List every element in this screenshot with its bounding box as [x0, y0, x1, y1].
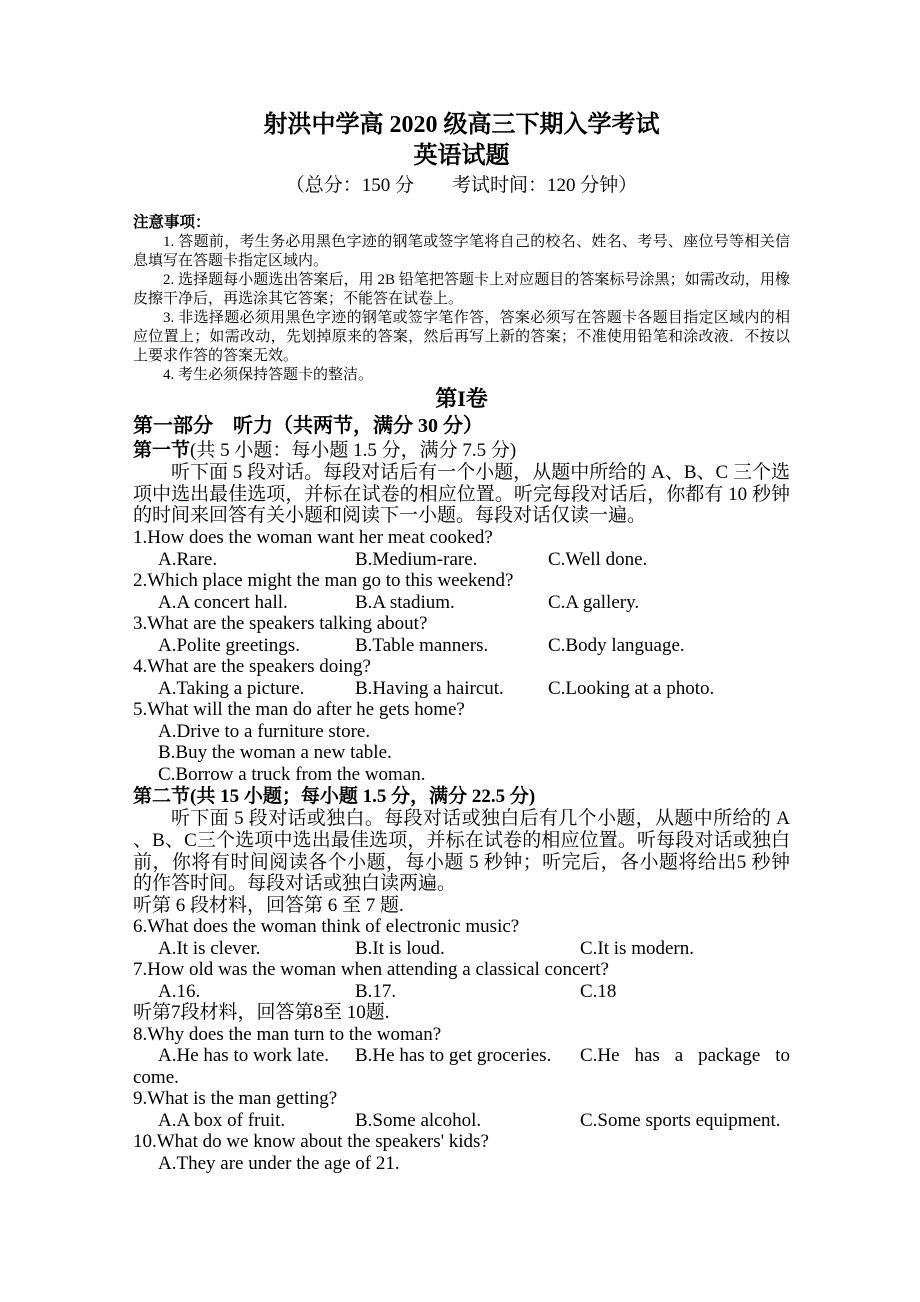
option-c: C.Looking at a photo.: [548, 677, 715, 699]
material-7-line: 听第7段材料，回答第8至 10题.: [133, 1002, 390, 1024]
question-3-text: 3.What are the speakers talking about?: [133, 613, 428, 635]
volume-title: 第I卷: [435, 386, 488, 411]
question-9-options: [133, 1110, 790, 1132]
notice-heading: 注意事项：: [133, 214, 211, 231]
option-c: C.It is modern.: [580, 937, 694, 959]
question-1-options: [133, 549, 790, 571]
section2-title-rest: (共 15 小题；每小题 1.5 分，满分 22.5 分): [190, 786, 536, 808]
section1-title: [133, 439, 790, 462]
option-a: A.They are under the age of 21.: [158, 1152, 400, 1174]
option-a: A.16.: [158, 980, 201, 1002]
option-c: C.18: [580, 980, 617, 1002]
question-2-options: [133, 592, 790, 614]
exam-meta: （总分：150 分 考试时间：120 分钟）: [285, 175, 638, 196]
option-a: A.A box of fruit.: [158, 1109, 286, 1131]
option-c: C.Well done.: [548, 548, 648, 570]
option-b: B.17.: [355, 980, 397, 1002]
section1-instructions: 听下面 5 段对话。每段对话后有一个小题，从题中所给的 A、B、C 三个选项中选出最佳选项，并标在试卷的相应位置。听完每段对话后，你都有 10 秒钟的时间来回答有关小题和阅读下一小题。每段对话仅读一遍。: [133, 462, 790, 527]
option-b: B.He has to get groceries.: [355, 1045, 552, 1067]
option-b: B.Medium-rare.: [355, 548, 478, 570]
question-3-options: [133, 635, 790, 657]
section1-label: 第一节: [133, 440, 191, 461]
part1-title: 第一部分 听力（共两节，满分 30 分）: [133, 415, 483, 437]
option-a: A.Rare.: [158, 548, 218, 570]
question-8-text: 8.Why does the man turn to the woman?: [133, 1023, 442, 1045]
notice-item-1: 1. 答题前，考生务必用黑色字迹的钢笔或签字笔将自己的校名、姓名、考号、座位号等相关信息填写在答题卡指定区域内。: [133, 234, 790, 269]
question-10-text: 10.What do we know about the speakers' kids?: [133, 1131, 489, 1153]
question-7-text: 7.How old was the woman when attending a classical concert?: [133, 959, 609, 981]
question-5-text: 5.What will the man do after he gets home?: [133, 699, 465, 721]
question-1-text: 1.How does the woman want her meat cooked?: [133, 527, 493, 549]
option-a: A.Polite greetings.: [158, 634, 300, 656]
question-9-text: 9.What is the man getting?: [133, 1088, 338, 1110]
material-6-line: 听第 6 段材料，回答第 6 至 7 题.: [133, 894, 404, 916]
question-4-text: 4.What are the speakers doing?: [133, 656, 371, 678]
notice-item-3: 3. 非选择题必须用黑色字迹的钢笔或签字笔作答，答案必须写在答题卡各题目指定区域内的相应位置上；如需改动，先划掉原来的答案，然后再写上新的答案；不准使用铅笔和涂改液．不按以上要求作答的答案无效。: [133, 310, 790, 364]
question-6-options: [133, 938, 790, 960]
option-b: B.Having a haircut.: [355, 677, 504, 699]
section2-title: [133, 785, 790, 808]
notice-item-2: 2. 选择题每小题选出答案后，用 2B 铅笔把答题卡上对应题目的答案标号涂黑；如需改动，用橡皮擦干净后，再选涂其它答案；不能答在试卷上。: [133, 272, 790, 307]
option-c: C.Body language.: [548, 634, 685, 656]
question-7-options: [133, 981, 790, 1003]
option-c: C.He has a package to: [580, 1045, 790, 1067]
option-c: C.Borrow a truck from the woman.: [158, 763, 426, 785]
option-b: B.A stadium.: [355, 591, 455, 613]
notice-item-4: 4. 考生必须保持答题卡的整洁。: [163, 367, 374, 383]
section1-title-rest: (共 5 小题：每小题 1.5 分，满分 7.5 分): [190, 440, 517, 461]
question-4-options: [133, 678, 790, 700]
option-c-overflow: come.: [133, 1066, 179, 1088]
exam-subtitle: 英语试题: [413, 143, 510, 169]
option-c: C.A gallery.: [548, 591, 640, 613]
notice-section: [133, 213, 790, 385]
option-b: B.Table manners.: [355, 634, 489, 656]
option-a: A.A concert hall.: [158, 591, 288, 613]
option-b: B.Some alcohol.: [355, 1109, 482, 1131]
option-a: A.He has to work late.: [158, 1045, 329, 1067]
option-a: A.Drive to a furniture store.: [158, 720, 371, 742]
exam-title: 射洪中学高 2020 级高三下期入学考试: [263, 112, 660, 138]
section2-label: 第二节: [133, 786, 191, 808]
option-a: A.Taking a picture.: [158, 677, 305, 699]
option-b: B.It is loud.: [355, 937, 445, 959]
question-2-text: 2.Which place might the man go to this weekend?: [133, 570, 514, 592]
option-c: C.Some sports equipment.: [580, 1109, 781, 1131]
question-8-options: [133, 1045, 790, 1067]
section2-instructions: 听下面 5 段对话或独白。每段对话或独白后有几个小题，从题中所给的 A 、B、C三个选项中选出最佳选项，并标在试卷的相应位置。听每段对话或独白前，你将有时间阅读各个小题，每小题 5 秒钟；听完后，各小题将给出5 秒钟的作答时间。每段对话或独白读两遍。: [133, 808, 790, 895]
option-b: B.Buy the woman a new table.: [158, 742, 392, 764]
option-a: A.It is clever.: [158, 937, 261, 959]
question-6-text: 6.What does the woman think of electronic music?: [133, 916, 520, 938]
